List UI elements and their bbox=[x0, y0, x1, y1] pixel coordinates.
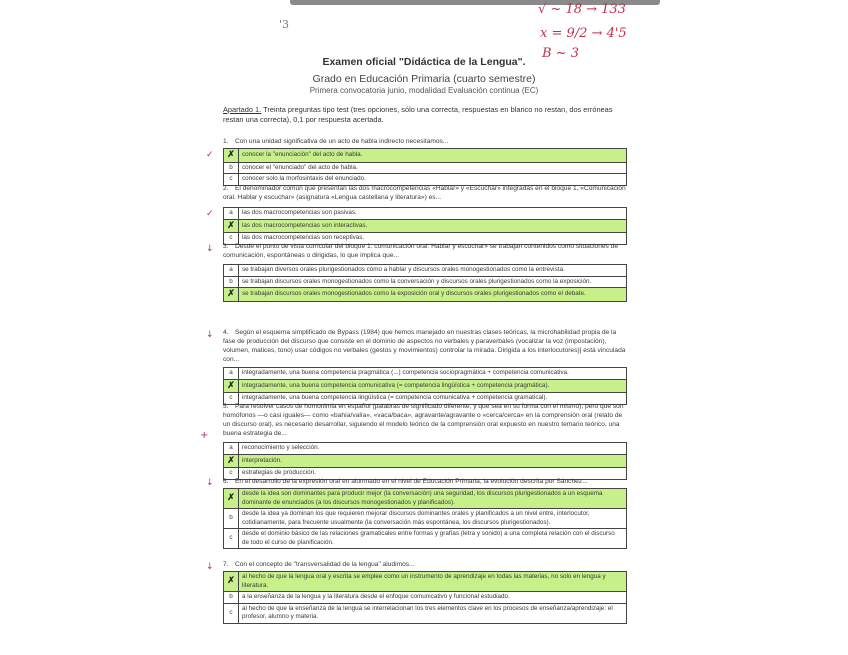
option-letter: c bbox=[224, 233, 239, 245]
section-intro bbox=[223, 105, 627, 125]
option-letter: c bbox=[224, 603, 239, 623]
options-table-1 bbox=[223, 148, 627, 186]
option-letter: c bbox=[224, 393, 239, 405]
options-table-2 bbox=[223, 207, 627, 245]
option-text: integradamente, una buena competencia comunicativa (= competencia lingüística + competencia pragmática). bbox=[239, 379, 627, 393]
option-text: conocer solo la morfosintaxis del enunciado. bbox=[239, 174, 627, 186]
option-text: las dos macrocompetencias son interactivas. bbox=[239, 219, 627, 233]
question-text: El denominador común que presentan las dos macrocompetencias «Hablar» y «Escuchar» integradas en el bloque 1, «Comunicación oral. Hablar y escuchar» (asignatura «Lengua castellana y literatura») es... bbox=[223, 185, 626, 201]
option-text: integradamente, una buena competencia lingüística (= competencia comunicativa + competencia gramatical). bbox=[239, 393, 627, 405]
option-text: conocer la "enunciación" del acto de habla. bbox=[239, 149, 627, 163]
question-number: 5. bbox=[223, 403, 229, 410]
option-row[interactable] bbox=[224, 509, 627, 529]
option-text: las dos macrocompetencias son receptivas. bbox=[239, 233, 627, 245]
question-number: 7. bbox=[223, 561, 229, 568]
answer-mark-icon: ✗ bbox=[227, 219, 235, 230]
option-text: integradamente, una buena competencia pragmática (...) competencia sociopragmática + competencia comunicativa. bbox=[239, 368, 627, 380]
question-6 bbox=[223, 477, 627, 486]
question-text: Para resolver casos de homonimia en español (palabras de significado diferente, y que sea en su forma con el mismo), pero que son homófonos —o casi iguales— como «bahía/valía», «vaca/baca», agravante/agravante o «cerca/cerca» en la comprensión oral (relato de un discurso oral), es necesario desarrollar, siguiendo el modelo teórico de la comprensión oral expuesto en nuestro temario teórico, una buena estrategia de... bbox=[223, 403, 624, 437]
handwritten-note-2: x = 9/2 → 4'5 bbox=[540, 26, 627, 41]
option-row[interactable] bbox=[224, 149, 627, 163]
question-1 bbox=[223, 137, 627, 146]
option-letter: a bbox=[224, 208, 239, 220]
handwritten-note-1: √ ~ 18 → 133 bbox=[538, 2, 626, 17]
option-row[interactable] bbox=[224, 443, 627, 455]
pen-check-icon: ↓ bbox=[206, 244, 214, 254]
option-row[interactable] bbox=[224, 572, 627, 592]
exam-subtitle: Grado en Educación Primaria (cuarto semestre) bbox=[312, 73, 536, 85]
option-letter bbox=[224, 572, 239, 592]
question-text: Con el concepto de "transversalidad de la lengua" aludimos... bbox=[235, 561, 415, 568]
option-row[interactable] bbox=[224, 529, 627, 549]
question-number: 6. bbox=[223, 478, 229, 485]
option-row[interactable] bbox=[224, 219, 627, 233]
options-table-7 bbox=[223, 571, 627, 624]
exam-title: Examen oficial "Didáctica de la Lengua". bbox=[322, 56, 526, 68]
section-instructions: Treinta preguntas tipo test (tres opciones, sólo una correcta, respuestas en blanco no restan, dos erróneas restan una correcta), 0,1 por respuesta acertada. bbox=[223, 105, 613, 124]
option-row[interactable] bbox=[224, 454, 627, 468]
pen-check-icon: ↓ bbox=[206, 562, 214, 572]
question-number: 4. bbox=[223, 329, 229, 336]
pen-plus-icon: + bbox=[200, 430, 209, 441]
option-row[interactable] bbox=[224, 265, 627, 277]
option-row[interactable] bbox=[224, 162, 627, 174]
answer-mark-icon: ✗ bbox=[227, 454, 235, 465]
option-letter: c bbox=[224, 174, 239, 186]
question-text: Desde el punto de vista curricular del bloque 1: comunicación oral. Hablar y escuchar» se trabajan contenidos como situaciones de comunicación, espontáneas o dirigidas, lo que implica que... bbox=[223, 243, 619, 259]
question-number: 1. bbox=[223, 138, 229, 145]
option-text: desde el dominio básico de las relaciones gramaticales entre formas y grafías (letra y sonido) a una completa relación con el discurso de todo el curso de planificación. bbox=[239, 529, 627, 549]
option-text: al hecho de que la enseñanza de la lengua se interrelacionan los tres elementos clave en los procesos de enseñanza/aprendizaje: el profesor, alumno y materia. bbox=[239, 603, 627, 623]
pen-check-icon: ✓ bbox=[206, 150, 214, 160]
option-text: las dos macrocompetencias son pasivas. bbox=[239, 208, 627, 220]
option-letter: b bbox=[224, 592, 239, 604]
option-letter bbox=[224, 379, 239, 393]
option-letter: a bbox=[224, 265, 239, 277]
section-label: Apartado 1. bbox=[223, 105, 262, 114]
question-3 bbox=[223, 242, 627, 260]
pen-check-icon: ↓ bbox=[206, 330, 214, 340]
answer-mark-icon: ✗ bbox=[227, 575, 235, 586]
answer-mark-icon: ✗ bbox=[227, 288, 235, 298]
question-text: En el desarrollo de la expresión oral en alumnado en el nivel de Educación Primaria, la evolución descrita por Sánchez... bbox=[235, 478, 588, 485]
option-text: reconocimiento y selección. bbox=[239, 443, 627, 455]
options-table-3 bbox=[223, 264, 627, 302]
option-row[interactable] bbox=[224, 603, 627, 623]
question-5 bbox=[223, 402, 627, 438]
option-letter bbox=[224, 288, 239, 302]
pen-check-icon: ↓ bbox=[206, 478, 214, 488]
option-text: se trabajan discursos orales monogestionados como la exposición oral y discursos orales plurigestionados como el debate. bbox=[239, 288, 627, 302]
answer-mark-icon: ✗ bbox=[227, 149, 235, 159]
option-row[interactable] bbox=[224, 379, 627, 393]
option-row[interactable] bbox=[224, 592, 627, 604]
options-table-5 bbox=[223, 442, 627, 480]
option-text: conocer el "enunciado" del acto de habla. bbox=[239, 162, 627, 174]
option-letter bbox=[224, 219, 239, 233]
option-letter bbox=[224, 454, 239, 468]
option-text: a la enseñanza de la lengua y la literatura desde el enfoque comunicativo y funcional estudiado. bbox=[239, 592, 627, 604]
option-letter: b bbox=[224, 276, 239, 288]
options-table-6 bbox=[223, 488, 627, 549]
option-letter: c bbox=[224, 468, 239, 480]
option-text: al hecho de que la lengua oral y escrita se emplee como un instrumento de aprendizaje en todas las materias, no solo en lengua y literatura. bbox=[239, 572, 627, 592]
option-letter: a bbox=[224, 368, 239, 380]
option-text: se trabajan discursos orales monogestionados como la conversación y discursos orales plurigestionados como la exposición. bbox=[239, 276, 627, 288]
option-letter: c bbox=[224, 529, 239, 549]
question-text: Con una unidad significativa de un acto de habla indirecto necesitamos... bbox=[235, 138, 449, 145]
option-letter bbox=[224, 149, 239, 163]
question-number: 3. bbox=[223, 243, 229, 250]
question-number: 2. bbox=[223, 185, 229, 192]
option-text: se trabajan diversos orales plurigestionados como a hablar y discursos orales monogestionados como la entrevista. bbox=[239, 265, 627, 277]
option-letter: b bbox=[224, 509, 239, 529]
question-7 bbox=[223, 560, 627, 569]
question-2 bbox=[223, 184, 627, 202]
option-row[interactable] bbox=[224, 368, 627, 380]
option-row[interactable] bbox=[224, 489, 627, 509]
option-letter: a bbox=[224, 443, 239, 455]
handwritten-note-3: B ~ 3 bbox=[542, 46, 579, 61]
option-text: interpretación. bbox=[239, 454, 627, 468]
pen-check-icon: ✓ bbox=[206, 209, 214, 219]
question-4 bbox=[223, 328, 627, 364]
answer-mark-icon: ✗ bbox=[227, 492, 235, 503]
option-row[interactable] bbox=[224, 288, 627, 302]
option-text: desde la idea son dominantes para producir mejor (la conversación) una seguridad, los discursos plurigestionados a un esquema dominante de enunciados (a los discursos monogestionados y planificados). bbox=[239, 489, 627, 509]
option-row[interactable] bbox=[224, 208, 627, 220]
answer-mark-icon: ✗ bbox=[227, 379, 235, 390]
option-text: desde la idea ya dominan los que requieren mejorar discursos dominantes orales y planificados a un nivel entre, interlocutor, cotidianamente, para frecuente usualmente (la conversación más espontánea, los discursos plurigestionados). bbox=[239, 509, 627, 529]
option-text: estrategias de producción. bbox=[239, 468, 627, 480]
option-row[interactable] bbox=[224, 276, 627, 288]
exam-session: Primera convocatoria junio, modalidad Evaluación continua (EC) bbox=[309, 86, 539, 95]
corner-mark: '3 bbox=[279, 18, 290, 31]
option-letter bbox=[224, 489, 239, 509]
option-letter: b bbox=[224, 162, 239, 174]
options-table-4 bbox=[223, 367, 627, 405]
question-text: Según el esquema simplificado de Bypass (1984) que hemos manejado en nuestras clases teóricas, la microhabilidad propia de la fase de producción del discurso que consiste en el dominio de aspectos no verbales y paraverbales (vocalizar la voz (impostación), volumen, matices, tono) usar códigos no verbales (gestos y movimientos) controlar la mirada. Dirigida a los interlocutores)] está vinculada con... bbox=[223, 329, 626, 363]
